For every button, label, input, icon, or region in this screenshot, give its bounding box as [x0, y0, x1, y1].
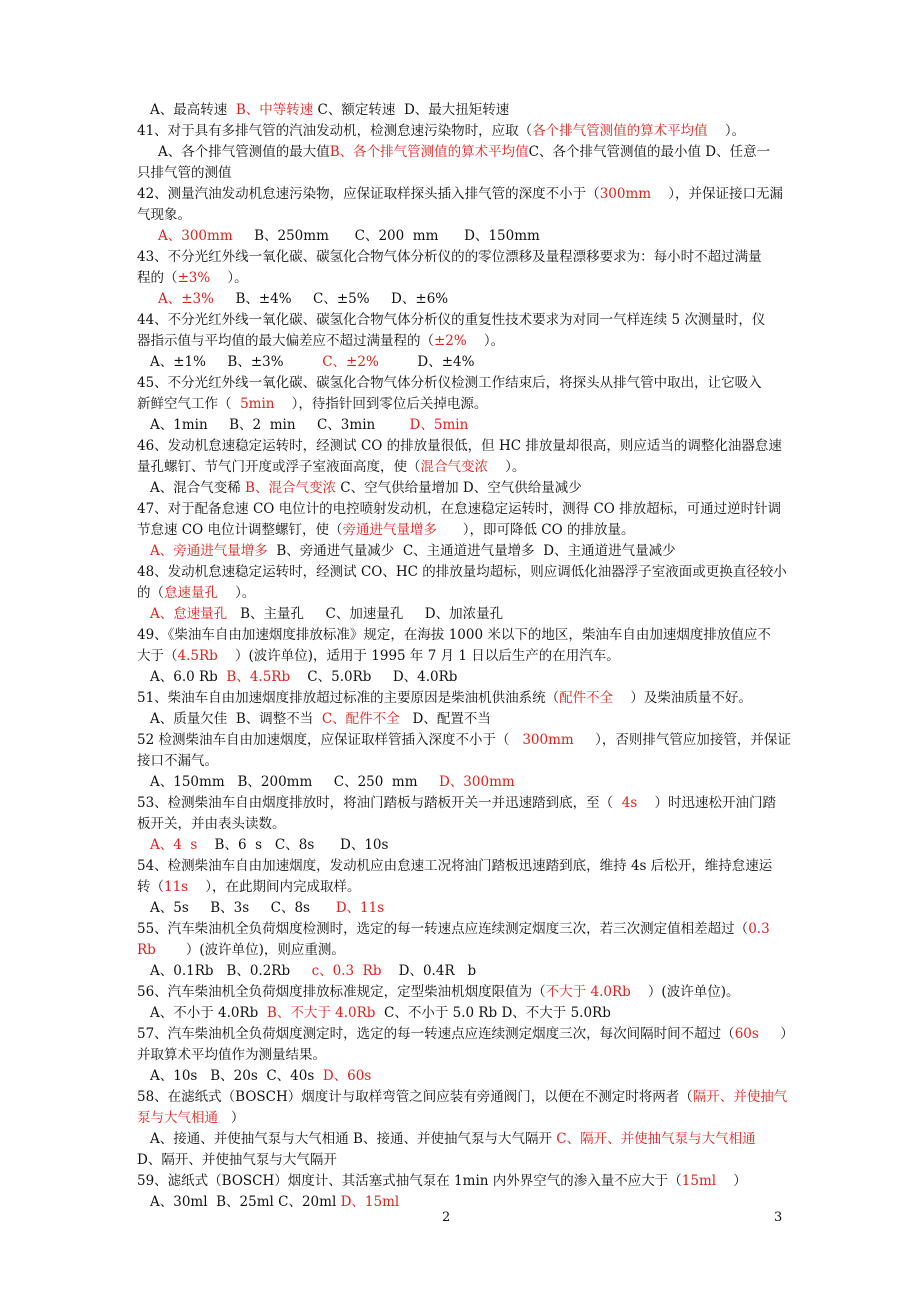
text-line	[158, 290, 448, 308]
question-text: 并取算术平均值作为测量结果。	[137, 1047, 326, 1063]
text-line	[137, 689, 752, 707]
text-line	[137, 185, 783, 203]
text-line	[137, 458, 525, 476]
question-text: 接口不漏气。	[137, 753, 218, 769]
text-line	[137, 626, 771, 644]
text-line	[150, 668, 457, 686]
question-text: 只排气管的测值	[137, 165, 232, 181]
text-line	[137, 794, 776, 812]
question-text: C、不小于 5.0 Rb D、不大于 5.0Rb	[375, 1005, 611, 1021]
question-text: A、150mm B、200mm C、250 mm	[150, 774, 439, 790]
question-text: ）(波许单位)，则应重测。	[155, 942, 345, 958]
text-line	[137, 1151, 337, 1169]
text-line	[150, 962, 476, 980]
question-text: ）(波许单位)。	[630, 984, 740, 1000]
text-line	[150, 1193, 399, 1211]
text-line	[137, 731, 791, 749]
text-line	[137, 878, 361, 896]
text-line	[150, 542, 676, 560]
question-text: 57、汽车柴油机全负荷烟度测定时，选定的每一转速点应连续测定烟度三次，每次间隔时间不超过（	[137, 1026, 735, 1042]
question-text: 51、柴油车自由加速烟度排放超过标准的主要原因是柴油机供油系统（	[137, 690, 560, 706]
question-text: 44、不分光红外线一氧化碳、碳氢化合物气体分析仪的重复性技术要求为对同一气样连续 5 次测量时，仪	[137, 312, 766, 328]
text-line	[137, 269, 248, 287]
text-line	[158, 143, 770, 161]
text-line	[137, 437, 782, 455]
text-line	[137, 1172, 747, 1190]
answer-text: C、配件不全	[321, 711, 400, 727]
answer-text: A、±3%	[158, 291, 214, 307]
answer-text: c、0.3 Rb	[311, 963, 382, 979]
page-number-left: 2	[442, 1210, 451, 1225]
text-line	[137, 1088, 787, 1106]
question-text: 43、不分光红外线一氧化碳、碳氢化合物气体分析仪的的零位漂移及量程漂移要求为：每小时不超过满量	[137, 249, 762, 265]
question-text: D、0.4R	[381, 963, 468, 979]
answer-text: C、隔开、并使抽气泵与大气相通	[556, 1131, 756, 1147]
question-text: ）	[758, 1026, 794, 1042]
text-line	[137, 1025, 794, 1043]
answer-text: 混合气变浓	[420, 459, 488, 475]
text-line	[150, 1067, 371, 1085]
question-text: ）(波许单位)，适用于 1995 年 7 月 1 日以后生产的在用汽车。	[217, 648, 620, 664]
question-text: ），待指针回到零位后关掉电源。	[274, 396, 488, 412]
answer-text: 4.5Rb	[177, 648, 218, 664]
question-text: ）。	[218, 585, 256, 601]
question-text: A、混合气变稀	[150, 480, 246, 496]
question-text: 节怠速 CO 电位计调整螺钉，使（	[137, 522, 343, 538]
answer-text: 300mm	[599, 186, 652, 202]
question-text: b	[467, 963, 477, 979]
answer-text: 隔开、并使抽气	[692, 1089, 788, 1105]
text-line	[150, 353, 474, 371]
answer-text: D、60s	[322, 1068, 372, 1084]
question-text: ）。	[210, 270, 248, 286]
question-text: ），否则排气管应加接管，并保证	[573, 732, 791, 748]
question-text: C、空气供给量增加 D、空气供给量减少	[335, 480, 582, 496]
text-line	[137, 521, 634, 539]
question-text: ）	[716, 1173, 747, 1189]
question-text: A、1min B、2 min C、3min	[150, 417, 410, 433]
question-text: B、±4% C、±5% D、±6%	[213, 291, 449, 307]
text-line	[150, 899, 384, 917]
text-line	[137, 500, 781, 518]
text-line	[137, 857, 772, 875]
question-text: 的（	[137, 585, 164, 601]
answer-text: D、11s	[335, 900, 385, 916]
answer-text: Rb	[137, 942, 156, 958]
question-text: 42、测量汽油发动机怠速污染物，应保证取样探头插入排气管的深度不小于（	[137, 186, 600, 202]
answer-text: B、各个排气管测值的算术平均值	[329, 144, 529, 160]
question-text: ）时迅速松开油门踏	[637, 795, 776, 811]
answer-text: 0.3	[748, 921, 770, 937]
text-line	[137, 311, 765, 329]
text-line	[137, 332, 504, 350]
text-line	[137, 122, 745, 140]
answer-text: B、不大于 4.0Rb	[266, 1005, 376, 1021]
question-text: ），在此期间内完成取样。	[188, 879, 361, 895]
answer-text: B、中等转速	[235, 102, 314, 118]
question-text: B、主量孔 C、加速量孔 D、加浓量孔	[227, 606, 504, 622]
question-text: A、5s B、3s C、8s	[150, 900, 336, 916]
question-text: A、接通、并使抽气泵与大气相通 B、接通、并使抽气泵与大气隔开	[150, 1131, 557, 1147]
question-text: C、各个排气管测值的最小值 D、任意一	[528, 144, 771, 160]
question-text: 48、发动机怠速稳定运转时，经测试 CO、HC 的排放量均超标，则应调低化油器浮子室液面或更换直径较小	[137, 564, 787, 580]
text-line	[137, 374, 762, 392]
question-text: B、6 s C、8s D、10s	[197, 837, 389, 853]
answer-text: A、300mm	[158, 228, 233, 244]
text-line	[150, 479, 582, 497]
text-line	[137, 920, 770, 938]
text-line	[137, 395, 487, 413]
answer-text: B、4.5Rb	[226, 669, 291, 685]
text-line	[137, 941, 345, 959]
answer-text: 5min	[240, 396, 275, 412]
answer-text: ±2%	[434, 333, 467, 349]
text-line	[137, 563, 787, 581]
question-text: 45、不分光红外线一氧化碳、碳氢化合物气体分析仪检测工作结束后，将探头从排气管中取出，让它吸入	[137, 375, 762, 391]
question-text: D、隔开、并使抽气泵与大气隔开	[137, 1152, 337, 1168]
question-text: 大于（	[137, 648, 178, 664]
question-text: 58、在滤纸式（BOSCH）烟度计与取样弯管之间应装有旁通阀门，以便在不测定时将两者（	[137, 1089, 693, 1105]
text-line	[150, 1004, 611, 1022]
question-text: B、250mm C、200 mm D、150mm	[232, 228, 540, 244]
text-line	[137, 584, 255, 602]
text-line	[150, 605, 503, 623]
text-line	[137, 164, 232, 182]
text-line	[150, 101, 509, 119]
question-text: D、±4%	[378, 354, 475, 370]
text-line	[137, 206, 191, 224]
question-text: A、0.1Rb B、0.2Rb	[150, 963, 312, 979]
question-text: A、±1% B、±3%	[150, 354, 323, 370]
answer-text: C、±2%	[322, 354, 379, 370]
question-text: C、额定转速 D、最大扭矩转速	[313, 102, 510, 118]
answer-text: 15ml	[681, 1173, 717, 1189]
question-text: 54、检测柴油车自由加速烟度，发动机应由怠速工况将油门踏板迅速踏到底，维持 4s 后松开，维持怠速运	[137, 858, 773, 874]
answer-text: 60s	[734, 1026, 759, 1042]
page-number-right: 3	[774, 1210, 783, 1225]
answer-text: 旁通进气量增多	[342, 522, 437, 538]
question-text: 52 检测柴油车自由加速烟度，应保证取样管插入深度不小于（	[137, 732, 523, 748]
question-text: 49、《柴油车自由加速烟度排放标准》规定，在海拔 1000 米以下的地区，柴油车自由加速烟度排放值应不	[137, 627, 771, 643]
question-text: C、5.0Rb D、4.0Rb	[290, 669, 458, 685]
question-text: 41、对于具有多排气管的汽油发动机，检测怠速污染物时，应取（	[137, 123, 533, 139]
answer-text: B、混合气变浓	[245, 480, 336, 496]
answer-text: A、4 s	[150, 837, 198, 853]
question-text: 量孔螺钉、节气门开度或浮子室液面高度，使（	[137, 459, 421, 475]
question-text: 46、发动机怠速稳定运转时，经测试 CO 的排放量很低，但 HC 排放量却很高，则应适当的调整化油器怠速	[137, 438, 782, 454]
question-text: 气现象。	[137, 207, 191, 223]
answer-text: A、怠速量孔	[150, 606, 228, 622]
question-text: A、6.0 Rb	[150, 669, 227, 685]
question-text: 59、滤纸式（BOSCH）烟度计、其活塞式抽气泵在 1min 内外界空气的渗入量不应大于（	[137, 1173, 682, 1189]
text-line	[137, 752, 218, 770]
text-line	[150, 836, 388, 854]
answer-text: 配件不全	[559, 690, 614, 706]
question-text: ）。	[488, 459, 526, 475]
question-text: ）及柴油质量不好。	[613, 690, 752, 706]
question-text: 55、汽车柴油机全负荷烟度检测时，选定的每一转速点应连续测定烟度三次，若三次测定值相差超过（	[137, 921, 749, 937]
answer-text: D、300mm	[438, 774, 515, 790]
question-text: A、各个排气管测值的最大值	[158, 144, 330, 160]
question-text: A、10s B、20s C、40s	[150, 1068, 323, 1084]
question-text: 56、汽车柴油机全负荷烟度排放标准规定，定型柴油机烟度限值为（	[137, 984, 546, 1000]
answer-text: 11s	[164, 879, 189, 895]
answer-text: 怠速量孔	[164, 585, 218, 601]
answer-text: 不大于 4.0Rb	[545, 984, 631, 1000]
question-text: 53、检测柴油车自由烟度排放时，将油门踏板与踏板开关一并迅速踏到底，至（	[137, 795, 622, 811]
answer-text: A、旁通进气量增多	[150, 543, 268, 559]
text-line	[137, 815, 286, 833]
question-text: 程的（	[137, 270, 178, 286]
text-line	[137, 248, 762, 266]
answer-text: D、5min	[409, 417, 469, 433]
question-text: ），并保证接口无漏	[651, 186, 783, 202]
question-text: 47、对于配备怠速 CO 电位计的电控喷射发动机，在怠速稳定运转时，测得 CO 排放超标，可通过逆时针调	[137, 501, 782, 517]
answer-text: 各个排气管测值的算术平均值	[532, 123, 708, 139]
text-line	[137, 1046, 326, 1064]
answer-text: ±3%	[177, 270, 211, 286]
text-line	[158, 227, 540, 245]
question-text: ）	[218, 1110, 245, 1126]
answer-text: D、15ml	[340, 1194, 400, 1210]
question-text: ）。	[707, 123, 746, 139]
text-line	[137, 983, 739, 1001]
text-line	[137, 647, 620, 665]
question-text: 转（	[137, 879, 164, 895]
question-text: D、配置不当	[399, 711, 491, 727]
answer-text: 300mm	[522, 732, 574, 748]
text-line	[137, 1109, 244, 1127]
text-line	[150, 710, 491, 728]
answer-text: 泵与大气相通	[137, 1110, 218, 1126]
question-text: 新鲜空气工作（	[137, 396, 241, 412]
question-text: ），即可降低 CO 的排放量。	[436, 522, 635, 538]
question-text: A、质量欠佳 B、调整不当	[150, 711, 322, 727]
question-text: ）。	[466, 333, 505, 349]
text-line	[150, 773, 515, 791]
question-text: B、旁通进气量减少 C、主通道进气量增多 D、主通道进气量减少	[267, 543, 676, 559]
question-text: A、最高转速	[150, 102, 236, 118]
question-text: A、不小于 4.0Rb	[150, 1005, 267, 1021]
answer-text: 4s	[621, 795, 638, 811]
text-line	[150, 416, 468, 434]
text-line	[150, 1130, 756, 1148]
question-text: 板开关，并由表头读数。	[137, 816, 286, 832]
question-text: A、30ml B、25ml C、20ml	[150, 1194, 341, 1210]
question-text: 器指示值与平均值的最大偏差应不超过满量程的（	[137, 333, 434, 349]
